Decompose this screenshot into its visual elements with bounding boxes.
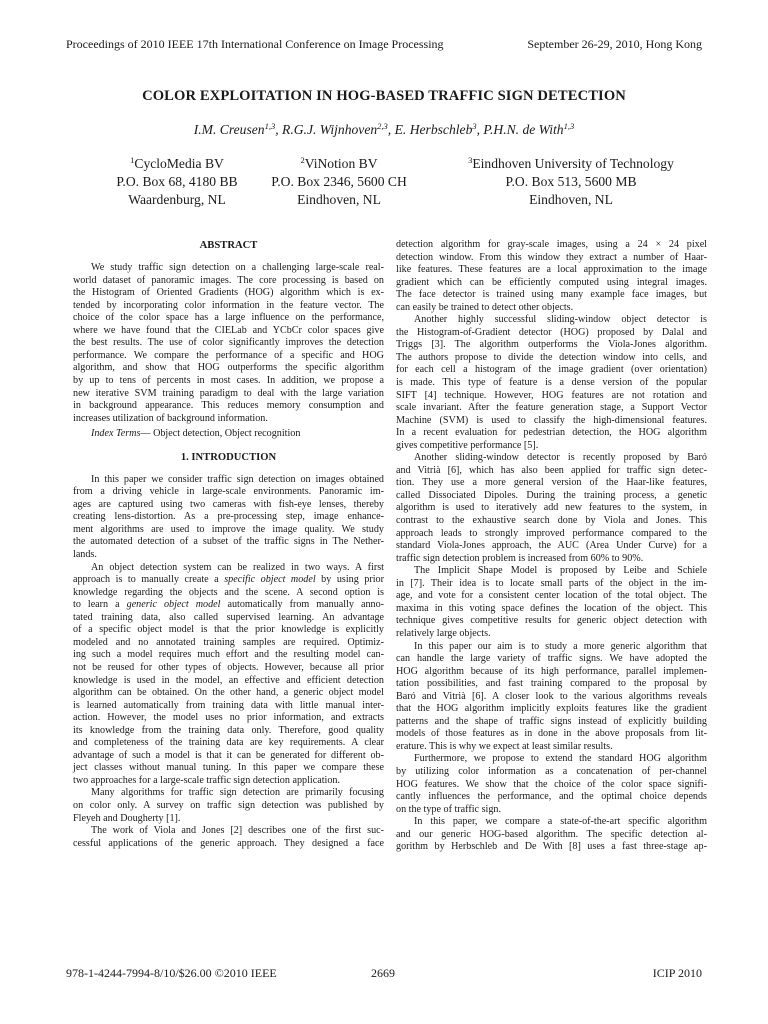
text-line: ing such a model requires much effort and the resulting model can-	[73, 649, 384, 661]
text-line: Another highly successful sliding-window object detector is	[414, 314, 707, 326]
text-line: Furthermore, we propose to extend the standard HOG algorithm	[414, 753, 707, 765]
text-line: Triggs [3]. The algorithm outperforms the Viola-Jones algorithm.	[396, 339, 707, 351]
text-line: models of those features as in done in the above proposals from lit-	[396, 728, 707, 740]
paragraph-aim	[396, 641, 707, 754]
text-line: Fleyeh and Dougherty [1].	[73, 812, 181, 824]
intro-paragraph-2	[73, 562, 384, 788]
text-line: HOG features. We show that the choice of the color space signifi-	[396, 778, 707, 790]
text-line: from a driving vehicle in large-scale environments. Panoramic im-	[73, 486, 384, 498]
text-line: called Dissociated Dipoles. During the training process, a genetic	[396, 489, 707, 501]
text-line: not be reused for other types of objects. However, because all prior	[73, 661, 384, 673]
text-line: approach is to manually create a specific object model by using prior	[73, 574, 384, 586]
text-line: algorithm can be obtained. On the other hand, a generic object model	[73, 687, 384, 699]
affiliation-city: Eindhoven, NL	[297, 192, 381, 207]
text-line: technique gives competitive results for generic object detection with	[396, 615, 707, 627]
text-line: is learned automatically from training data with little manual inter-	[73, 699, 384, 711]
text-line: approach leads to strongly improved performance compared to the	[396, 527, 707, 539]
author-name: R.G.J. Wijnhoven	[282, 122, 378, 137]
text-line: the best results. The use of color significantly improves the detection	[73, 337, 384, 349]
author-affiliation-marker: 1,3	[264, 121, 276, 131]
text-line: by up to tens of percents in most cases. In addition, we propose a	[73, 374, 384, 386]
left-column	[73, 240, 384, 850]
affiliation-city: Eindhoven, NL	[529, 192, 613, 207]
intro-paragraph-3	[73, 787, 384, 825]
text-line: The work of Viola and Jones [2] describes one of the first suc-	[91, 825, 384, 837]
affiliation-address: P.O. Box 68, 4180 BB	[116, 174, 238, 189]
text-line: that the HOG algorithm implicitly exploits features like the gradient	[396, 703, 707, 715]
paragraph-comparison	[396, 816, 707, 854]
text-line: In this paper, we compare a state-of-the-art specific algorithm	[414, 816, 707, 828]
abstract-text	[73, 262, 384, 425]
text-line: to learn a generic object model automatically from manually anno-	[73, 599, 385, 611]
text-line: detection window. From this window they extract a number of Haar-	[396, 251, 707, 263]
text-line: ment algorithms are used to improve the image quality. We study	[73, 523, 384, 535]
text-line: tended by incorporating color information in the feature vector. The	[73, 299, 384, 311]
affiliation-name: ViNotion BV	[304, 156, 378, 171]
page-number: 2669	[371, 966, 395, 980]
text-line: cantly influences the performance, and the optimal choice depends	[396, 791, 707, 803]
text-line: choice of the color space has a large influence on the performance,	[73, 312, 384, 324]
text-line: Another sliding-window detector is recently proposed by Baró	[414, 452, 707, 464]
text-line: An object detection system can be realized in two ways. A first	[91, 561, 384, 573]
text-line: performance. We compare the performance of a specific and HOG	[73, 349, 384, 361]
header-dates: September 26-29, 2010, Hong Kong	[527, 37, 702, 51]
text-line: SIFT [4] technique. However, HOG features are not rotation and	[396, 389, 707, 401]
text-line: the automated detection of a subset of the traffic signs in The Nether-	[73, 536, 384, 548]
paragraph-viola-jones-cont	[396, 239, 707, 314]
text-line: by utilizing color information as a concatenation of per-channel	[396, 765, 707, 777]
affiliation-2	[229, 155, 449, 209]
text-line: Baró and Vitrià [6]. A closer look to the various algorithms reveals	[396, 690, 707, 702]
text-line: knowledge regarding the objects and the scene. A second option is	[73, 586, 384, 598]
text-line: new iterative SVM training paradigm to deal with the large variation	[73, 387, 384, 399]
text-line: and completeness of the training data are key requirements. A clear	[73, 737, 384, 749]
author-affiliation-marker: 3	[472, 121, 477, 131]
footer-venue: ICIP 2010	[652, 966, 702, 980]
text-line: on color only. A survey on traffic sign detection was published by	[73, 799, 384, 811]
affiliation-name: Eindhoven University of Technology	[472, 156, 674, 171]
text-line: tation possibilities, and fast training compared to the proposal by	[396, 678, 707, 690]
text-line: We study traffic sign detection on a challenging large-scale real-	[91, 262, 384, 274]
header-conference: Proceedings of 2010 IEEE 17th International Conference on Image Processing	[66, 37, 444, 51]
intro-paragraph-4	[73, 825, 384, 850]
author-separator: ,	[387, 122, 395, 137]
text-line: patterns and the shape of traffic signs instead of explicitly building	[396, 715, 707, 727]
intro-paragraph-1	[73, 474, 384, 562]
affiliation-number: 1	[130, 155, 135, 165]
text-line: in background appearance. This reduces memory consumption and	[73, 400, 384, 412]
text-line: In this paper we consider traffic sign detection on images obtained	[91, 473, 384, 485]
text-line: can handle the large variety of traffic signs. We have adopted the	[396, 653, 707, 665]
text-line: Machine (SVM) is used to classify the high-dimensional features.	[396, 414, 707, 426]
text-line: Many algorithms for traffic sign detection are primarily focusing	[91, 787, 384, 799]
text-line: on the type of traffic sign.	[396, 803, 501, 815]
text-line: gorithm by Herbschleb and De With [8] uses a fast three-stage ap-	[396, 841, 707, 853]
author-separator: ,	[476, 122, 484, 137]
paragraph-hog	[396, 314, 707, 452]
text-line: The Implicit Shape Model is proposed by Leibe and Schiele	[414, 565, 707, 577]
text-line: erature. This is why we expect at least similar results.	[396, 740, 613, 752]
text-line: The face detector is trained using many example face images, but	[396, 289, 707, 301]
text-line: and our generic HOG-based algorithm. The specific detection al-	[396, 828, 707, 840]
paper-title: COLOR EXPLOITATION IN HOG-BASED TRAFFIC SIGN DETECTION	[142, 88, 626, 104]
text-line: tated training data, also called supervised learning. An advantage	[73, 611, 384, 623]
text-line: world dataset of panoramic images. The core processing is based on	[73, 274, 384, 286]
paragraph-dissociated-dipoles	[396, 452, 707, 565]
text-line: contrast to the exhaustive search done by Viola and Jones. This	[396, 515, 707, 527]
text-line: knowledge is used in the model, an effective and efficient detection	[73, 674, 384, 686]
page-footer	[66, 966, 702, 982]
text-line: gradient which can be efficiently computed using integral images.	[396, 276, 707, 288]
text-line: scale invariant. After the feature generation stage, a Support Vector	[396, 402, 707, 414]
text-line: where we have found that the CIELab and YCbCr color spaces give	[73, 324, 384, 336]
text-line: action. However, the model uses no prior information, and extracts	[73, 712, 384, 724]
text-line: traffic sign detection problem is increased from 60% to 90%.	[396, 552, 644, 564]
text-line: the Histogram-of-Gradient detector (HOG) proposed by Dalal and	[396, 326, 707, 338]
running-header	[66, 37, 702, 53]
text-line: HOG algorithm because of its high performance, parallel implemen-	[396, 665, 707, 677]
text-line: detection algorithm for gray-scale images, using a 24 × 24 pixel	[396, 239, 707, 250]
text-line: for each cell a histogram of the image gradient (over orientation)	[396, 364, 707, 376]
paragraph-color-extension	[396, 753, 707, 816]
affiliation-city: Waardenburg, NL	[128, 192, 226, 207]
right-column	[396, 239, 707, 854]
text-line: and Vitrià [6], which has also been applied for traffic sign detec-	[396, 464, 707, 476]
text-line: tion. They use a more general version of the Haar-like features,	[396, 477, 707, 489]
text-line: ages are captured using two cameras with fish-eye lenses, thereby	[73, 498, 384, 510]
text-line: its knowledge from the training data only. Therefore, good quality	[73, 724, 384, 736]
text-line: The authors propose to divide the detection window into cells, and	[396, 351, 707, 363]
abstract-heading: ABSTRACT	[199, 240, 258, 251]
index-terms	[73, 428, 384, 441]
text-line: is made. This type of feature is a dense version of the popular	[396, 377, 707, 389]
text-line: of a specific object model is that the prior knowledge is explicitly	[73, 624, 384, 636]
index-terms-text: Object detection, Object recognition	[153, 428, 301, 440]
affiliation-3	[431, 155, 711, 209]
text-line: advantage of such a model is that it can be generated for different ob-	[73, 749, 384, 761]
affiliation-address: P.O. Box 513, 5600 MB	[505, 174, 637, 189]
author-affiliation-marker: 1,3	[563, 121, 575, 131]
author-affiliation-marker: 2,3	[377, 121, 388, 131]
footer-copyright: 978-1-4244-7994-8/10/$26.00 ©2010 IEEE	[66, 966, 277, 980]
text-line: In a recent evaluation for pedestrian detection, the HOG algorithm	[396, 427, 707, 439]
affiliation-address: P.O. Box 2346, 5600 CH	[271, 174, 407, 189]
text-line: standard Viola-Jones approach, the AUC (Area Under Curve) for a	[396, 540, 707, 552]
text-line: algorithm, and show that HOG outperforms the specific algorithm	[73, 362, 384, 374]
text-line: lands.	[73, 549, 97, 561]
text-line: creating lens-distortion. As a pre-processing step, image enhance-	[73, 511, 384, 523]
affiliation-number: 2	[300, 155, 305, 165]
affiliation-number: 3	[468, 155, 473, 165]
text-line: relatively large objects.	[396, 627, 491, 639]
text-line: modeled and no annotated training samples are required. Optimiz-	[73, 636, 384, 648]
text-line: can easily be trained to detect other objects.	[396, 301, 574, 313]
author-separator: ,	[275, 122, 283, 137]
index-terms-dash: —	[140, 428, 154, 440]
text-line: two approaches for a large-scale traffic sign detection application.	[73, 774, 340, 786]
text-line: maxima in this voting space defines the location of the object. This	[396, 602, 707, 614]
author-name: I.M. Creusen	[193, 122, 265, 137]
text-line: In this paper our aim is to study a more generic algorithm that	[414, 640, 707, 652]
author-name: P.H.N. de With	[483, 122, 564, 137]
section-heading-introduction: 1. INTRODUCTION	[180, 451, 277, 463]
paragraph-implicit-shape-model	[396, 565, 707, 640]
index-terms-label: Index Terms	[91, 428, 141, 440]
text-line: gives competitive performance [5].	[396, 439, 539, 451]
text-line: age, and vote for a consistent center location of the total object. The	[396, 590, 707, 602]
author-name: E. Herbschleb	[394, 122, 473, 137]
text-line: ject classes without manual tuning. In this paper we compare these	[73, 762, 384, 774]
text-line: cessful applications of the generic approach. They designed a face	[73, 837, 384, 849]
text-line: the Histogram of Oriented Gradients (HOG) algorithm which is ex-	[73, 287, 384, 299]
affiliation-name: CycloMedia BV	[134, 156, 224, 171]
text-line: increases utilization of background information.	[73, 412, 268, 424]
text-line: like features. These features are a local approximation to the image	[396, 264, 707, 276]
text-line: in [7]. Their idea is to locate small parts of the object in the im-	[396, 577, 707, 589]
author-list	[0, 122, 768, 138]
text-line: algorithm is used to iteratively add new features to the system, in	[396, 502, 707, 514]
